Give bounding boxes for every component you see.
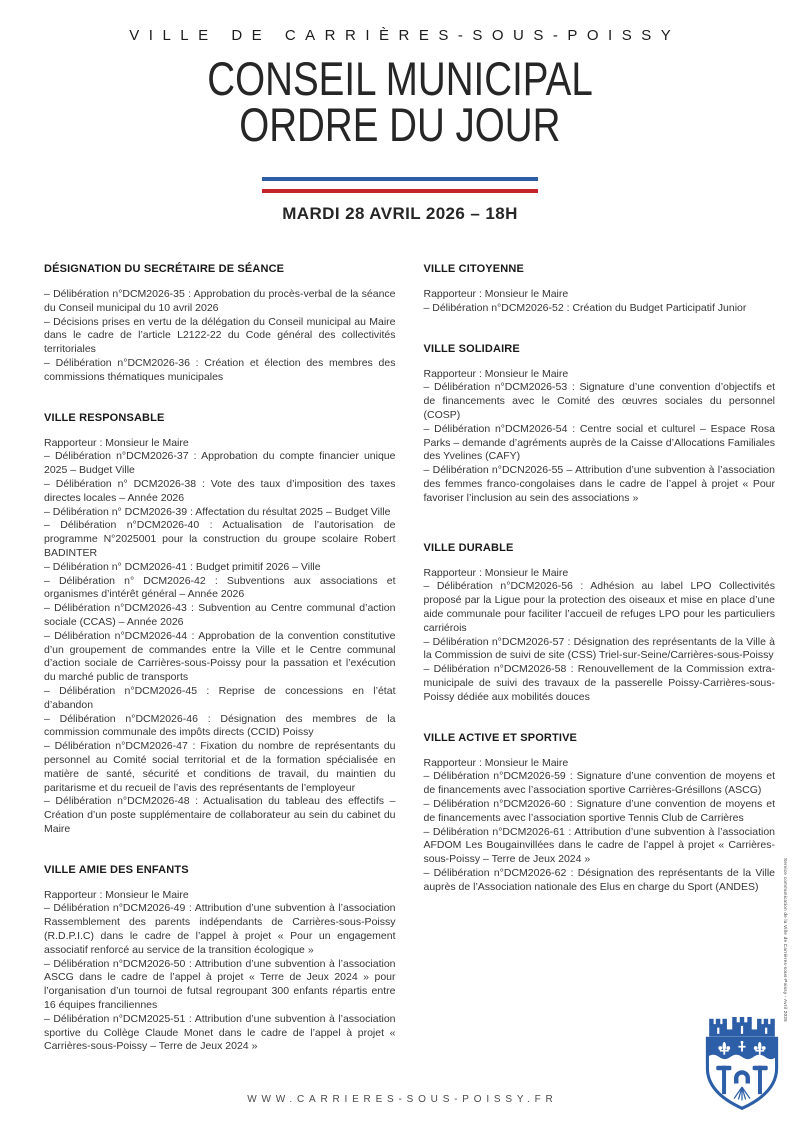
footer-url: WWW.CARRIERES-SOUS-POISSY.FR xyxy=(247,1094,558,1105)
agenda-item: – Délibération n° DCM2026-41 : Budget primitif 2026 – Ville xyxy=(44,560,321,573)
section-designation-secretaire xyxy=(44,263,396,385)
agenda-item: – Délibération n°DCM2026-58 : Renouvellement de la Commission extra-municipale de suivi des travaux de la passerelle Poissy-Carrières-sous-Poissy dédiée aux mobilités douces xyxy=(423,663,775,703)
divider-blue-bar xyxy=(262,177,538,181)
page-title xyxy=(0,52,800,151)
agenda-item: – Délibération n°DCM2026-44 : Approbation de la convention constitutive d’un groupement de commandes entre la Ville et le Centre communal d’action sociale de Carrières-sous-Poissy pour la passation et l’exécution du marché public de transports xyxy=(44,629,396,684)
section-heading: VILLE AMIE DES ENFANTS xyxy=(44,863,189,876)
section-ville-durable xyxy=(424,542,776,705)
agenda-column-left xyxy=(44,263,396,1081)
rapporteur-line: Rapporteur : Monsieur le Maire xyxy=(423,756,569,769)
agenda-item: – Délibération n°DCM2026-54 : Centre social et culturel – Espace Rosa Parks – demande d’agréments auprès de la Caisse d’Allocations Familiales des Yvelines (CAFY) xyxy=(423,422,775,463)
section-ville-citoyenne xyxy=(424,263,776,316)
agenda-item: – Délibération n°DCN2026-55 – Attribution d’une subvention à l’association des femmes franco-congolaises dans le cadre de l’appel à projet « Pour favoriser l’inclusion au sein des associations » xyxy=(423,464,775,504)
agenda-columns xyxy=(44,263,775,1081)
side-credit: Service communication de la Ville de Carrières-sous-Poissy - Avril 2026 xyxy=(783,858,788,1022)
section-heading: VILLE RESPONSABLE xyxy=(44,411,165,424)
rapporteur-line: Rapporteur : Monsieur le Maire xyxy=(423,288,569,300)
section-heading: DÉSIGNATION DU SECRÉTAIRE DE SÉANCE xyxy=(44,263,285,275)
agenda-item: – Délibération n°DCM2026-43 : Subvention au Centre communal d’action sociale (CCAS) – Année 2026 xyxy=(44,602,396,628)
agenda-item: – Délibération n°DCM2026-52 : Création du Budget Participatif Junior xyxy=(423,301,747,314)
tricolor-divider xyxy=(262,177,538,193)
agenda-item: – Délibération n°DCM2026-45 : Reprise de concessions en l’état d’abandon xyxy=(44,684,396,711)
section-heading: VILLE SOLIDAIRE xyxy=(423,342,520,355)
rapporteur-line: Rapporteur : Monsieur le Maire xyxy=(44,888,189,901)
agenda-item: – Délibération n°DCM2026-47 : Fixation du nombre de représentants du personnel au Comité social territorial et de la formation spécialisée en matière de santé, sécurité et conditions de travail, du maintien du paritarisme et du recueil de l’avis des représentants de l’employeur xyxy=(44,740,396,794)
agenda-item: – Délibération n°DCM2026-37 : Approbation du compte financier unique 2025 – Budget Ville xyxy=(44,450,396,477)
agenda-column-right xyxy=(424,263,776,922)
agenda-item: – Délibération n°DCM2026-35 : Approbation du procès-verbal de la séance du Conseil municipal du 10 avril 2026 xyxy=(44,288,396,314)
meeting-date: MARDI 28 AVRIL 2026 – 18H xyxy=(282,204,518,223)
agenda-item: – Délibération n°DCM2026-48 : Actualisation du tableau des effectifs – Création d’un poste supplémentaire de collaborateur au sein du cabinet du Maire xyxy=(44,795,396,835)
agenda-item: – Délibération n°DCM2026-57 : Désignation des représentants de la Ville à la Commission de suivi de site (CSS) Triel-sur-Seine/Carrières-sous-Poissy xyxy=(423,635,775,662)
agenda-item: – Délibération n°DCM2026-36 : Création et élection des membres des commissions thématiques municipales xyxy=(44,356,396,383)
agenda-item: – Délibération n°DCM2026-49 : Attribution d’une subvention à l’association Rassemblement des parents indépendants de Carrières-sous-Poissy (R.D.P.I.C) dans le cadre de l’appel à projet « Pour un engagement associatif renforcé au service de la transition écologique » xyxy=(44,902,396,956)
section-ville-responsable xyxy=(44,412,396,837)
title-line-1: CONSEIL MUNICIPAL xyxy=(207,52,593,105)
rapporteur-line: Rapporteur : Monsieur le Maire xyxy=(423,367,569,380)
section-ville-amie-des-enfants xyxy=(44,864,396,1055)
section-heading: VILLE DURABLE xyxy=(423,541,514,554)
agenda-item: – Décisions prises en vertu de la délégation du Conseil municipal au Maire dans le cadre de l’article L2122-22 du Code général des collectivités territoriales xyxy=(44,315,396,356)
agenda-item: – Délibération n°DCM2026-62 : Désignation des représentants de la Ville auprès de l’Association nationale des Elus en charge du Sport (ANDES) xyxy=(423,866,775,893)
agenda-item: – Délibération n°DCM2026-40 : Actualisation de l’autorisation de programme N°2025001 pour la construction du groupe scolaire Robert BADINTER xyxy=(44,519,396,559)
agenda-item: – Délibération n°DCM2025-51 : Attribution d’une subvention à l’association sportive du Collège Claude Monet dans le cadre de l’appel à projet « Carrières-sous-Poissy – Terre de Jeux 2024 » xyxy=(44,1012,396,1053)
agenda-item: – Délibération n°DCM2026-46 : Désignation des membres de la commission communale des impôts directs (CCID) Poissy xyxy=(44,712,396,739)
agenda-item: – Délibération n°DCM2026-53 : Signature d’une convention d’objectifs et de financements avec le Comité des œuvres sociales du personnel (COSP) xyxy=(423,381,775,421)
rapporteur-line: Rapporteur : Monsieur le Maire xyxy=(44,436,189,449)
agenda-item: – Délibération n° DCM2026-42 : Subventions aux associations et organismes d’intérêt général – Année 2026 xyxy=(44,574,396,601)
section-heading: VILLE CITOYENNE xyxy=(423,263,524,275)
divider-red-bar xyxy=(262,189,538,193)
masthead: VILLE DE CARRIÈRES-SOUS-POISSY xyxy=(129,27,681,44)
agenda-item: – Délibération n°DCM2026-61 : Attribution d’une subvention à l’association AFDOM Les Bougainvillées dans le cadre de l’appel à projet « Carrières-sous-Poissy – Terre de Jeux 2024 » xyxy=(423,825,775,866)
agenda-item: – Délibération n°DCM2026-50 : Attribution d’une subvention à l’association ASCG dans le cadre de l’appel à projet « Terre de Jeux 2024 » pour l’organisation d’un tournoi de futsal regroupant 300 enfants répartis entre 16 équipes franciliennes xyxy=(44,957,396,1012)
section-heading: VILLE ACTIVE ET SPORTIVE xyxy=(423,731,578,744)
agenda-item: – Délibération n° DCM2026-38 : Vote des taux d’imposition des taxes directes locales – Année 2026 xyxy=(44,477,396,504)
agenda-item: – Délibération n°DCM2026-59 : Signature d’une convention de moyens et de financements avec l’association sportive Carrières-Grésillons (ASCG) xyxy=(423,770,775,797)
rapporteur-line: Rapporteur : Monsieur le Maire xyxy=(423,566,569,579)
agenda-item: – Délibération n°DCM2026-60 : Signature d’une convention de moyens et de financements avec l’association sportive Tennis Club de Carrières xyxy=(423,797,775,824)
agenda-item: – Délibération n° DCM2026-39 : Affectation du résultat 2025 – Budget Ville xyxy=(44,505,391,518)
title-line-2: ORDRE DU JOUR xyxy=(239,98,561,151)
section-ville-solidaire xyxy=(424,343,776,506)
section-ville-active-et-sportive xyxy=(424,732,776,895)
agenda-item: – Délibération n°DCM2026-56 : Adhésion au label LPO Collectivités proposé par la Ligue pour la protection des oiseaux et mise en place d’une aide communale pour faciliter l’accueil de refuges LPO pour les particuliers carriérois xyxy=(423,580,775,634)
